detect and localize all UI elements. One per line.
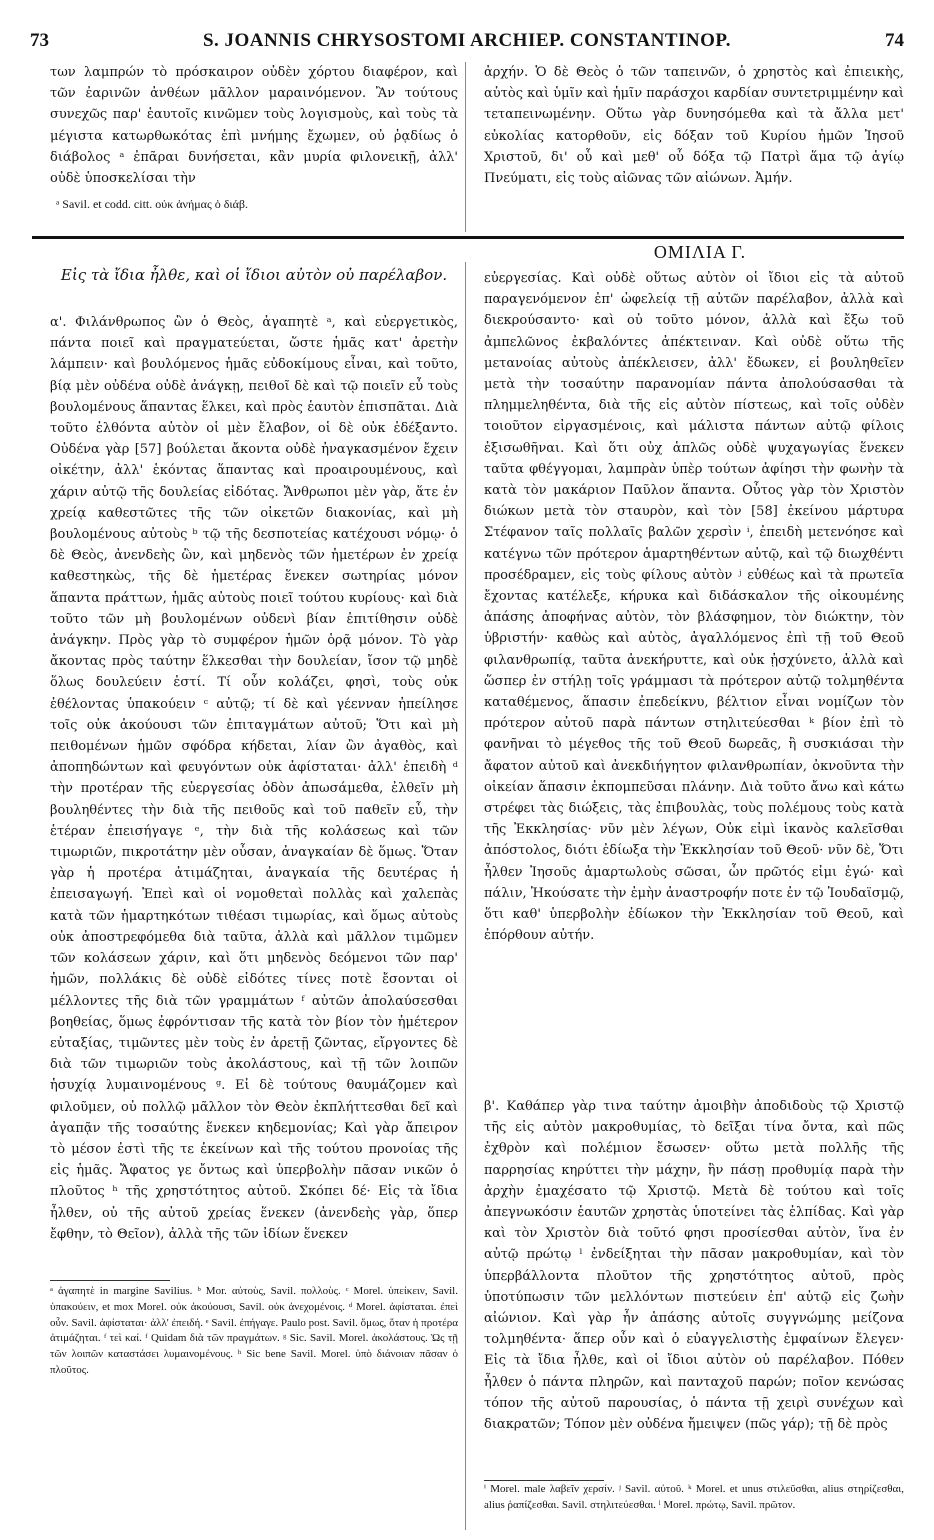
left-footnote-rule xyxy=(50,1280,170,1281)
top-left-footnote: ᵃ Savil. et codd. citt. οὐκ ἀνήμας ὁ διάβ. xyxy=(56,197,248,211)
right-footnotes: ⁱ Morel. male λαβεῖν χερσίν. ʲ Savil. αὐτοῦ. ᵏ Morel. et unus στιλεῦσθαι, alius στηρίζεσθαι, alius ῥαπίζεσθαι. Savil. στηλιτεύεσθαι. ˡ Morel. πρώτῳ, Savil. πρῶτον. xyxy=(484,1483,904,1511)
right-body-paragraph-2: β'. Καθάπερ γὰρ τινα ταύτην ἀμοιβὴν ἀποδιδοὺς τῷ Χριστῷ τῆς εἰς αὐτὸν μακροθυμίας, τὸ δεῖξαι τίνα ὄντα, καὶ πῶς ἐχθρὸν καὶ πολέμιον ἔσωσεν· οὕτω μετὰ πολλῆς τῆς παρρησίας κηρύττει τὴν μάχην, ἣν πάσῃ προθυμίᾳ παρὰ τὴν ἀρχὴν ἐμαχέσατο τῷ Χριστῷ. Μετὰ δὲ τούτου καὶ τοῖς ἀπεγνωκόσιν ἑαυτῶν χρηστὰς ὑποτείνει τὰς ἐλπίδας. Καὶ γὰρ καὶ τὸν Χριστὸν διὰ τοῦτό φησι προσίεσθαι αὐτὸν, ἵνα ἐν αὐτῷ πρώτῳ ˡ ἐνδείξηται τὴν πᾶσαν μακροθυμίαν, καὶ τὸν ὑπερβάλλοντα πλοῦτον τῆς χρηστότητος αὐτοῦ, πρὸς ὑποτύπωσιν τῶν μελλόντων πιστεύειν ἐπ' αὐτῷ εἰς ζωὴν αἰώνιον. Καὶ γὰρ ἦν ἁπάσης αὐτοῖς συγγνώμης μείζονα τολμηθέντα· ἅπερ οὖν καὶ ὁ εὐαγγελιστὴς ἐμφαίνων ἔλεγεν· Εἰς τὰ ἴδια ἦλθε, καὶ οἱ ἴδιοι αὐτὸν οὐ παρέλαβον. Πόθεν ἦλθεν ὁ πάντα πληρῶν, καὶ πανταχοῦ παρών; ποῖον κενώσας τόπον τῆς αὐτοῦ παρουσίας, ὁ πάντα τῇ χειρὶ συνέχων καὶ διακρατῶν; Τόπον μὲν οὐδένα ἤμειψεν (πῶς γάρ); τῇ δὲ πρὸς xyxy=(484,1099,904,1433)
right-footnote-rule xyxy=(484,1480,604,1481)
right-body-paragraph-1: εὐεργεσίας. Καὶ οὐδὲ οὕτως αὐτὸν οἱ ἴδιοι εἰς τὰ αὐτοῦ παραγενόμενον ἐπ' ὠφελείᾳ τῇ αὐτῶν παρέλαβον, ἀλλὰ καὶ διεκρούσαντο· καὶ οὐ τοῦτο μόνον, ἀλλὰ καὶ ἔξω τοῦ ἀμπελῶνος ἐκβαλόντες ἀπέκτειναν. Καὶ οὐδὲ οὕτω τῆς μετανοίας αὐτοὺς ἀπέκλεισεν, ἀλλ' ἔδωκεν, εἰ βουληθεῖεν μετὰ τὴν τοσαύτην παρανομίαν πάντα ἀπολούσασθαι τὰ πλημμεληθέντα, διὰ τῆς εἰς αὐτὸν πίστεως, καὶ τοῖς οὐδὲν τοιοῦτον εἰργασμένοις, καὶ μάλιστα πάντων αὐτῷ φίλοις ἐξισωθῆναι. Καὶ ὅτι οὐχ ἁπλῶς οὐδὲ ψυχαγωγίας ἕνεκεν ταῦτα φθέγγομαι, λαμπρὰν ὑπὲρ τούτων ἀφίησι τὴν φωνὴν τὰ κατὰ τὸν μακάριον Παῦλον ἅπαντα. Οὗτος γὰρ τὸν Χριστὸν διώκων μετὰ τὸν σταυρὸν, καὶ τὸν [58] ἐκείνου μάρτυρα Στέφανον ταῖς πολλαῖς βαλῶν χερσὶν ⁱ, ἐπειδὴ μετενόησε καὶ κατέγνω τῶν πρότερον ἁμαρτηθέντων αὐτῷ, καὶ τῷ διωχθέντι προσέδραμεν, εἰς τοὺς φίλους αὐτὸν ʲ εὐθέως καὶ τὰ πρωτεῖα ἔχοντας κατέλεξε, κήρυκα καὶ διδάσκαλον τῆς οἰκουμένης ἁπάσης ἀποφήνας αὐτὸν, τὸν βλάσφημον, τὸν διώκτην, τὸν ὑβριστήν· καθὼς καὶ αὐτὸς, ἀγαλλόμενος ἐπὶ τῇ τοῦ Θεοῦ φιλανθρωπίᾳ, ταῦτα ἀνεκήρυττε, καὶ οὐκ ᾐσχύνετο, ἀλλὰ καὶ ὥσπερ ἐν στήλῃ τοῖς γράμμασι τὰ πρότερον αὐτῷ τολμηθέντα καταθέμενος, ἅπασιν ἐπεδείκνυ, βέλτιον εἶναι νομίζων τὸν πρότερον αὐτοῦ παρὰ πάντων στηλιτεύεσθαι ᵏ βίον ἐπὶ τὸ φανῆναι τὸ μέγεθος τῆς τοῦ Θεοῦ δωρεᾶς, ἢ συσκιάσαι τὴν ἄφατον αὐτοῦ καὶ ἀνεκδιήγητον φιλανθρωπίαν, ὀκνοῦντα τὴν οἰκείαν ἅπασιν ἐκπομπεῦσαι πλάνην. Διὰ τοῦτο ἄνω καὶ κάτω στρέφει τὰς διώξεις, τὰς ἐπιβουλὰς, τοὺς πολέμους τοὺς κατὰ τῆς Ἐκκλησίας· νῦν μὲν λέγων, Οὐκ εἰμὶ ἱκανὸς καλεῖσθαι ἀπόστολος, διότι ἐδίωξα τὴν Ἐκκλησίαν τοῦ Θεοῦ· νῦν δὲ, Ὅτι ἦλθεν Ἰησοῦς ἁμαρτωλοὺς σῶσαι, ὧν πρῶτός εἰμι ἐγώ· καὶ πάλιν, Ἠκούσατε τὴν ἐμὴν ἀναστροφήν ποτε ἐν τῷ Ἰουδαϊσμῷ, ὅτι καθ' ὑπερβολὴν ἐδίωκον τὴν Ἐκκλησίαν τοῦ Θεοῦ, καὶ ἐπόρθουν αὐτήν. xyxy=(484,271,904,944)
running-title: S. JOANNIS CHRYSOSTOMI ARCHIEP. CONSTANTINOP. xyxy=(202,30,732,51)
left-footnotes: ᵃ ἀγαπητὲ in margine Savilius. ᵇ Mor. αὐτοὺς, Savil. πολλοὺς. ᶜ Morel. ὑπείκειν, Savil. ὑπακούειν, et mox Morel. οὐκ ἀκούουσι, Savil. οὐκ ἀνεχομένοις. ᵈ Morel. ἀφίσταται. ἐπεὶ οὖν. Savil. ἀφίσταται· ἀλλ' ἐπειδή. ᵉ Savil. ἐπήγαγε. Paulo post. Savil. ὅμως, ὅταν ἡ προτέρα ἀτιμάζηται. ᶠ τεὶ καί. ᶠ Quidam διὰ τῶν πραγμάτων. ᵍ Sic. Savil. Morel. ἀκολάστους. Ὡς τῇ τῶν λοιπῶν καταστάσει λυμαινομένους. ʰ Sic bene Savil. Morel. ὑπὸ διάνοιαν πᾶσαν ὁ πλοῦτος. xyxy=(50,1285,458,1376)
left-body-paragraph: α'. Φιλάνθρωπος ὢν ὁ Θεὸς, ἀγαπητὲ ᵃ, καὶ εὐεργετικὸς, πάντα ποιεῖ καὶ πραγματεύεται, ὥστε ἡμᾶς κατ' ἀρετὴν λάμπειν· καὶ βουλόμενος ἡμᾶς εὐδοκίμους εἶναι, καὶ τοῦτο, βίᾳ μὲν οὐδένα οὐδὲ ἀνάγκῃ, πειθοῖ δὲ καὶ τῷ ποιεῖν εὖ τοὺς βουλομένους ἅπαντας ἕλκει, καὶ πρὸς ἑαυτὸν ἐπισπᾶται. Διὰ τοῦτο ἐλθόντα αὐτὸν οἱ μὲν ἔλαβον, οἱ δὲ οὐκ ἐδέξαντο. Οὐδένα γὰρ [57] βούλεται ἄκοντα οὐδὲ ἠναγκασμένον ἔχειν οἰκέτην, ἀλλ' ἑκόντας ἅπαντας καὶ προαιρουμένους, καὶ χάριν αὐτῷ τῆς δουλείας εἰδότας. Ἄνθρωποι μὲν γὰρ, ἅτε ἐν χρείᾳ καθεστῶτες τῆς τῶν οἰκετῶν διακονίας, καὶ μὴ βουλομένους αὐτοὺς ᵇ τῷ τῆς δεσποτείας κατέχουσι νόμῳ· ὁ δὲ Θεὸς, ἀνενδεὴς ὢν, καὶ μηδενὸς τῶν ἡμετέρων ἐν χρείᾳ καθεστηκὼς, τῆς δὲ ἡμετέρας ἕνεκεν σωτηρίας μόνον ἅπαντα πράττων, ἡμᾶς αὐτοὺς ποιεῖ τούτου κυρίους· καὶ διὰ τοῦτο τῶν μὴ βουλομένων οὐδενὶ βίαν ἐπιτίθησιν οὐδὲ ἀνάγκην. Πρὸς γὰρ τὸ συμφέρον ἡμῶν ὁρᾷ μόνον. Τὸ γὰρ ἄκοντας πρὸς ταύτην ἕλκεσθαι τὴν δουλείαν, ἴσον τῷ μηδὲ ὅλως δουλεύειν ἐστί. Τί οὖν κολάζει, φησὶ, τοὺς οὐκ ἐθέλοντας ὑπακούειν ᶜ αὐτῷ; τί δὲ καὶ γέενναν ἠπείλησε τοῖς οὐκ ἀκούουσι τῶν ἐπιταγμάτων αὐτοῦ; Ὅτι καὶ μὴ πειθομένων ἡμῶν σφόδρα κήδεται, λίαν ὢν ἀγαθὸς, καὶ ἀποπηδώντων καὶ φευγόντων οὐκ ἀφίσταται· ἀλλ' ἐπειδὴ ᵈ τὴν προτέραν τῆς εὐεργεσίας ὁδὸν ἀπωσάμεθα, ἐλθεῖν μὴ βουληθέντες τὴν διὰ τῆς πειθοῦς καὶ τοῦ παθεῖν εὖ, τὴν ἑτέραν ἐπεισήγαγε ᵉ, τὴν διὰ τῆς κολάσεως καὶ τῶν τιμωριῶν, πικροτάτην μὲν οὖσαν, ἀναγκαίαν δὲ ὅμως. Ὅταν γὰρ ἡ προτέρα ἀτιμάζηται, ἀναγκαία τῆς δευτέρας ἡ ἐπεισαγωγή. Ἐπεὶ καὶ οἱ νομοθεταὶ πολλὰς καὶ χαλεπὰς κατὰ τῶν ἡμαρτηκότων τιθέασι τιμωρίας, καὶ ὅμως αὐτοὺς οὐκ ἀποστρεφόμεθα διὰ ταῦτα, ἀλλὰ καὶ μᾶλλον τιμῶμεν τῶν κολάσεων χάριν, καὶ ὅτι μηδενὸς δεόμενοι τῶν παρ' ἡμῶν, πολλάκις δὲ οὐδὲ εἰδότες τίνες ποτὲ ἔσονται οἱ μέλλοντες τῆς διὰ τῶν γραμμάτων ᶠ αὐτῶν ἀπολαύσεσθαι βοηθείας, ὅμως ἐφρόντισαν τῆς κατὰ τὸν βίον τὸν ἡμέτερον εὐταξίας, τιμῶντες μὲν τοὺς ἐν ἀρετῇ ζῶντας, εἴργοντες δὲ διὰ τῶν τιμωριῶν τοὺς ἀκολάστους, καὶ τῇ τῶν λοιπῶν ἡσυχίᾳ λυμαινομένους ᵍ. Εἰ δὲ τούτους θαυμάζομεν καὶ φιλοῦμεν, οὐ πολλῷ μᾶλλον τὸν Θεὸν ἐκπλήττεσθαι δεῖ καὶ ἀγαπᾷν τῆς τοσαύτης ἕνεκεν κηδεμονίας; Καὶ γὰρ ἄπειρον τὸ μέσον ἐστὶ τῆς τε ἐκείνων καὶ τῆς τούτου προνοίας τῆς εἰς ἡμᾶς. Ἄφατος γε ὄντως καὶ ὑπερβολὴν πᾶσαν νικῶν ὁ πλοῦτος ʰ τῆς χρηστότητος αὐτοῦ. Σκόπει δέ· Εἰς τὰ ἴδια ἦλθεν, οὐ τῆς αὐτοῦ χρείας ἕνεκεν (ἀνενδεὴς γὰρ, ὅπερ ἔφθην, τὸ Θεῖον), ἀλλὰ τῆς τῶν ἰδίων ἕνεκεν xyxy=(50,315,458,1242)
homily-title: ΟΜΙΛΙΑ Γ. xyxy=(653,242,747,262)
page-number-left: 73 xyxy=(30,30,49,51)
homily-subtitle: Εἰς τὰ ἴδια ἦλθε, καὶ οἱ ἴδιοι αὐτὸν οὐ παρέλαβον. xyxy=(60,266,448,284)
top-right-paragraph: ἀρχήν. Ὁ δὲ Θεὸς ὁ τῶν ταπεινῶν, ὁ χρηστὸς καὶ ἐπιεικὴς, αὐτὸς καὶ ὑμῖν καὶ ἡμῖν παράσχοι καρδίαν συντετριμμένην καὶ τεταπεινωμένην. Οὕτω γὰρ δυνησόμεθα καὶ τὰ ἄλλα μετ' εὐκολίας κατορθοῦν, εἰς δόξαν τοῦ Κυρίου ἡμῶν Ἰησοῦ Χριστοῦ, δι' οὗ καὶ μεθ' οὗ δόξα τῷ Πατρὶ ἅμα τῷ ἁγίῳ Πνεύματι, εἰς τοὺς αἰῶνας τῶν αἰώνων. Ἀμήν. xyxy=(484,65,904,187)
top-right-text xyxy=(484,62,904,232)
right-body-column-1 xyxy=(484,268,904,1092)
top-left-paragraph: των λαμπρών τὸ πρόσκαιρον οὐδὲν χόρτου διαφέρον, καὶ τῶν ἐαρινῶν ἀνθέων μᾶλλον μαραινόμενον. Ἂν τούτους συνεχῶς παρ' ἑαυτοῖς κινῶμεν τοὺς λογισμοὺς, καὶ τοὺς τὰ μέγιστα κατωρθωκότας ἐπὶ μνήμης ἔχωμεν, οὐ ῥᾳδίως ὁ διάβολος ᵃ ἐπᾶραι δυνήσεται, κἂν μυρία φιλονεικῇ, ἀλλ' οὐδὲ ὑποσκελίσαι τὴν xyxy=(50,65,458,187)
page-header xyxy=(30,30,904,56)
column-separator-main xyxy=(465,262,466,1530)
top-left-text xyxy=(50,62,458,190)
left-body-column xyxy=(50,312,458,1274)
column-separator-top xyxy=(465,62,466,232)
page-number-right: 74 xyxy=(885,30,904,51)
right-body-column-2 xyxy=(484,1096,904,1478)
section-rule xyxy=(32,236,904,239)
